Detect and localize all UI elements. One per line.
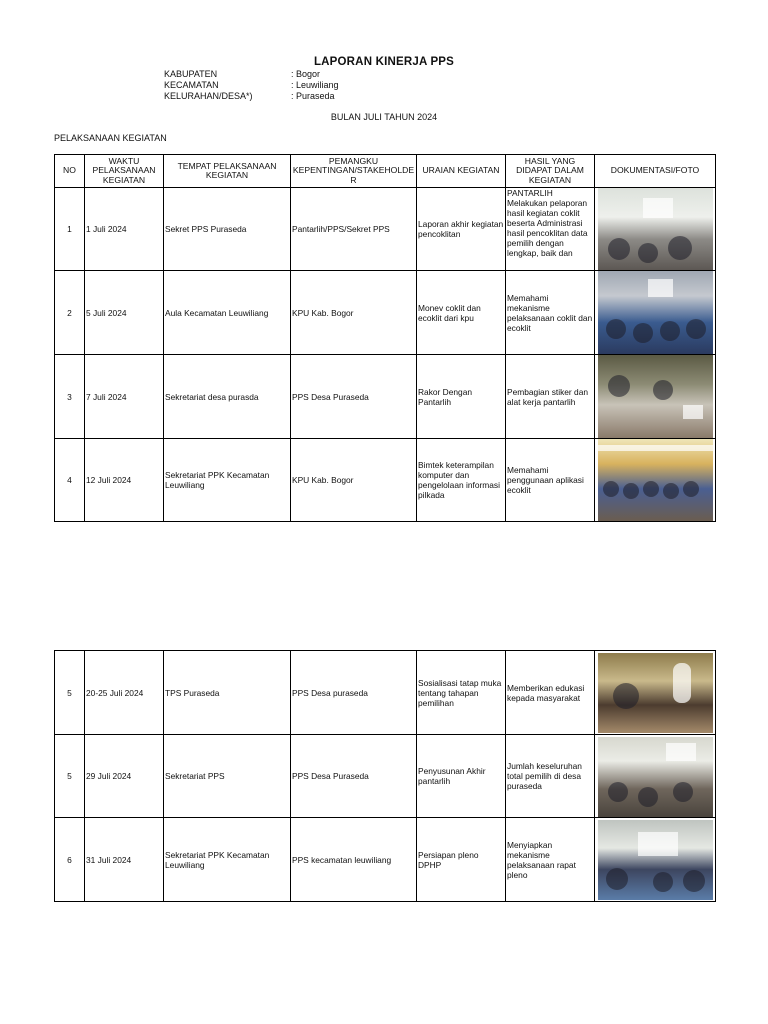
cell-place: Sekret PPS Puraseda (164, 188, 291, 271)
cell-result: Pembagian stiker dan alat kerja pantarlih (506, 355, 595, 439)
cell-activity: Laporan akhir kegiatan pencoklitan (417, 188, 506, 271)
documentation-photo (598, 439, 713, 522)
column-header-photo: DOKUMENTASI/FOTO (595, 155, 716, 188)
cell-activity: Penyusunan Akhir pantarlih (417, 735, 506, 818)
cell-place: Aula Kecamatan Leuwiliang (164, 271, 291, 355)
cell-place: Sekretariat PPK Kecamatan Leuwiliang (164, 439, 291, 522)
cell-date: 1 Juli 2024 (85, 188, 164, 271)
documentation-photo (598, 653, 713, 733)
table-row (55, 188, 716, 271)
cell-result: Memberikan edukasi kepada masyarakat (506, 651, 595, 735)
column-header-date: WAKTU PELAKSANAAN KEGIATAN (85, 155, 164, 188)
cell-activity: Sosialisasi tatap muka tentang tahapan pemilihan (417, 651, 506, 735)
cell-activity: Bimtek keterampilan komputer dan pengelolaan informasi pilkada (417, 439, 506, 522)
report-month: BULAN JULI TAHUN 2024 (330, 112, 438, 122)
meta-row-kabupaten (164, 69, 339, 80)
cell-stakeholder: PPS Desa puraseda (291, 651, 417, 735)
activity-table-part-1 (54, 154, 716, 522)
cell-no: 3 (55, 355, 85, 439)
meta-value: : Puraseda (291, 91, 335, 101)
documentation-photo (598, 355, 713, 438)
cell-place: Sekretariat PPS (164, 735, 291, 818)
meta-value: : Bogor (291, 69, 321, 79)
cell-place: Sekretariat desa purasda (164, 355, 291, 439)
cell-no: 1 (55, 188, 85, 271)
cell-stakeholder: PPS kecamatan leuwiliang (291, 818, 417, 902)
cell-stakeholder: PPS Desa Puraseda (291, 355, 417, 439)
cell-photo (595, 355, 716, 439)
cell-photo (595, 651, 716, 735)
table-header-row (55, 155, 716, 188)
activity-table-part-2 (54, 650, 716, 902)
cell-photo (595, 735, 716, 818)
cell-date: 31 Juli 2024 (85, 818, 164, 902)
table-row (55, 271, 716, 355)
cell-stakeholder: Pantarlih/PPS/Sekret PPS (291, 188, 417, 271)
table-row (55, 735, 716, 818)
meta-row-kelurahan (164, 91, 339, 102)
cell-result: Jumlah keseluruhan total pemilih di desa puraseda (506, 735, 595, 818)
cell-activity: Rakor Dengan Pantarlih (417, 355, 506, 439)
meta-row-kecamatan (164, 80, 339, 91)
cell-result: Menyiapkan mekanisme pelaksanaan rapat pleno (506, 818, 595, 902)
report-meta (164, 69, 339, 102)
cell-no: 5 (55, 735, 85, 818)
table-row (55, 439, 716, 522)
table-row (55, 818, 716, 902)
cell-place: Sekretariat PPK Kecamatan Leuwiliang (164, 818, 291, 902)
cell-photo (595, 818, 716, 902)
cell-date: 29 Juli 2024 (85, 735, 164, 818)
report-title: LAPORAN KINERJA PPS (313, 56, 455, 68)
column-header-activity: URAIAN KEGIATAN (417, 155, 506, 188)
cell-result: Memahami mekanisme pelaksanaan coklit dan ecoklit (506, 271, 595, 355)
column-header-place: TEMPAT PELAKSANAAN KEGIATAN (164, 155, 291, 188)
documentation-photo (598, 737, 713, 817)
column-header-no: NO (55, 155, 85, 188)
column-header-result: HASIL YANG DIDAPAT DALAM KEGIATAN (506, 155, 595, 188)
section-title: PELAKSANAAN KEGIATAN (54, 133, 167, 143)
cell-photo (595, 439, 716, 522)
column-header-stakeholder: PEMANGKU KEPENTINGAN/STAKEHOLDE R (291, 155, 417, 188)
cell-no: 4 (55, 439, 85, 522)
cell-date: 20-25 Juli 2024 (85, 651, 164, 735)
documentation-photo (598, 820, 713, 900)
meta-label: KELURAHAN/DESA*) (164, 91, 253, 101)
cell-photo (595, 271, 716, 355)
cell-no: 6 (55, 818, 85, 902)
documentation-photo (598, 188, 713, 271)
cell-stakeholder: KPU Kab. Bogor (291, 271, 417, 355)
cell-result (506, 188, 595, 271)
meta-label: KECAMATAN (164, 80, 219, 90)
result-text: PANTARLIH Melakukan pelaporan hasil kegiatan coklit beserta Administrasi hasil pencoklitan data pemilih dengan lengkap, baik dan (507, 188, 588, 258)
cell-place: TPS Puraseda (164, 651, 291, 735)
cell-photo (595, 188, 716, 271)
cell-date: 12 Juli 2024 (85, 439, 164, 522)
meta-label: KABUPATEN (164, 69, 218, 79)
cell-stakeholder: KPU Kab. Bogor (291, 439, 417, 522)
cell-result: Memahami penggunaan aplikasi ecoklit (506, 439, 595, 522)
cell-date: 7 Juli 2024 (85, 355, 164, 439)
cell-no: 2 (55, 271, 85, 355)
documentation-photo (598, 271, 713, 354)
cell-date: 5 Juli 2024 (85, 271, 164, 355)
table-row (55, 355, 716, 439)
meta-value: : Leuwiliang (291, 80, 339, 90)
cell-activity: Monev coklit dan ecoklit dari kpu (417, 271, 506, 355)
cell-stakeholder: PPS Desa Puraseda (291, 735, 417, 818)
table-row (55, 651, 716, 735)
cell-no: 5 (55, 651, 85, 735)
cell-activity: Persiapan pleno DPHP (417, 818, 506, 902)
